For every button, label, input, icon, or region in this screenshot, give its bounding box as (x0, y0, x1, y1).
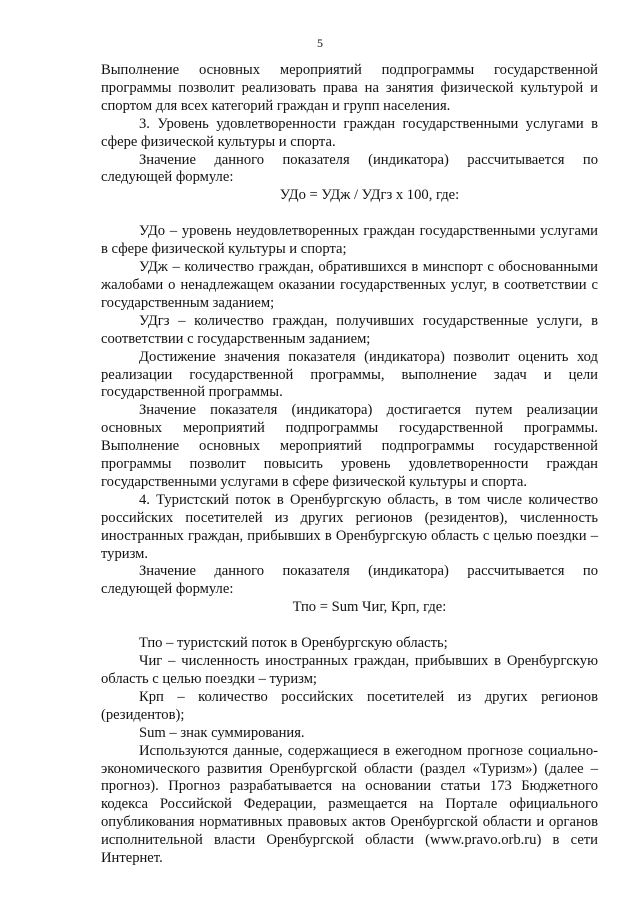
paragraph-achievement: Достижение значения показателя (индикатора) позволит оценить ход реализации государственной программы, выполнение задач и цели государственной программы. (101, 348, 598, 401)
definition-udzh: УДж – количество граждан, обратившихся в минспорт с обоснованными жалобами о ненадлежащем оказании государственных услуг, в соответствии с государственным заданием; (101, 259, 598, 311)
definition-tpo: Тпо – туристский поток в Оренбургскую область; (139, 635, 448, 652)
spacer (101, 205, 598, 223)
paragraph-formula-intro: Значение данного показателя (индикатора) рассчитывается по следующей формуле: (101, 151, 598, 186)
spacer (101, 617, 598, 635)
document-body (101, 62, 598, 868)
formula-udo: УДо = УДж / УДгз х 100, где: (279, 187, 460, 204)
paragraph-formula-intro-2: Значение данного показателя (индикатора) рассчитывается по следующей формуле: (101, 563, 598, 598)
paragraph-indicator-value: Значение показателя (индикатора) достигается путем реализации основных мероприятий подпрограммы государственной программы. Выполнение основных мероприятий подпрограммы государственной программы позволит повысить уровень удовлетворенности граждан государственными услугами в сфере физической культуры и спорта. (101, 402, 598, 490)
paragraph-item-4-title: 4. Туристский поток в Оренбургскую область, в том числе количество российских посетителей из других регионов (резидентов), численность иностранных граждан, прибывших в Оренбургскую область с целью поездки – туризм. (101, 491, 598, 562)
paragraph-intro: Выполнение основных мероприятий подпрограммы государственной программы позволит реализовать права на занятия физической культурой и спортом для всех категорий граждан и групп населения. (101, 62, 598, 114)
paragraph-data-source: Используются данные, содержащиеся в ежегодном прогнозе социально-экономического развития Оренбургской области (раздел «Туризм») (далее – прогноз). Прогноз разрабатывается на основании статьи 173 Бюджетного кодекса Российской Федерации, размещается на Портале официального опубликования нормативных правовых актов Оренбургской области и органов исполнительной власти Оренбургской области (www.pravo.orb.ru) в сети Интернет. (101, 742, 598, 867)
page-number: 5 (317, 36, 323, 50)
definition-chig: Чиг – численность иностранных граждан, прибывших в Оренбургскую область с целью поездки – туризм; (101, 653, 598, 687)
definition-udo: УДо – уровень неудовлетворенных граждан государственными услугами в сфере физической культуры и спорта; (101, 223, 598, 258)
paragraph-item-3-title: 3. Уровень удовлетворенности граждан государственными услугами в сфере физической культуры и спорта. (101, 115, 598, 150)
formula-tpo: Тпо = Sum Чиг, Крп, где: (292, 599, 447, 616)
definition-krp: Крп – количество российских посетителей из других регионов (резидентов); (101, 688, 598, 723)
definition-udgz: УДгз – количество граждан, получивших государственные услуги, в соответствии с государственным заданием; (101, 312, 598, 347)
definition-sum: Sum – знак суммирования. (139, 724, 305, 741)
